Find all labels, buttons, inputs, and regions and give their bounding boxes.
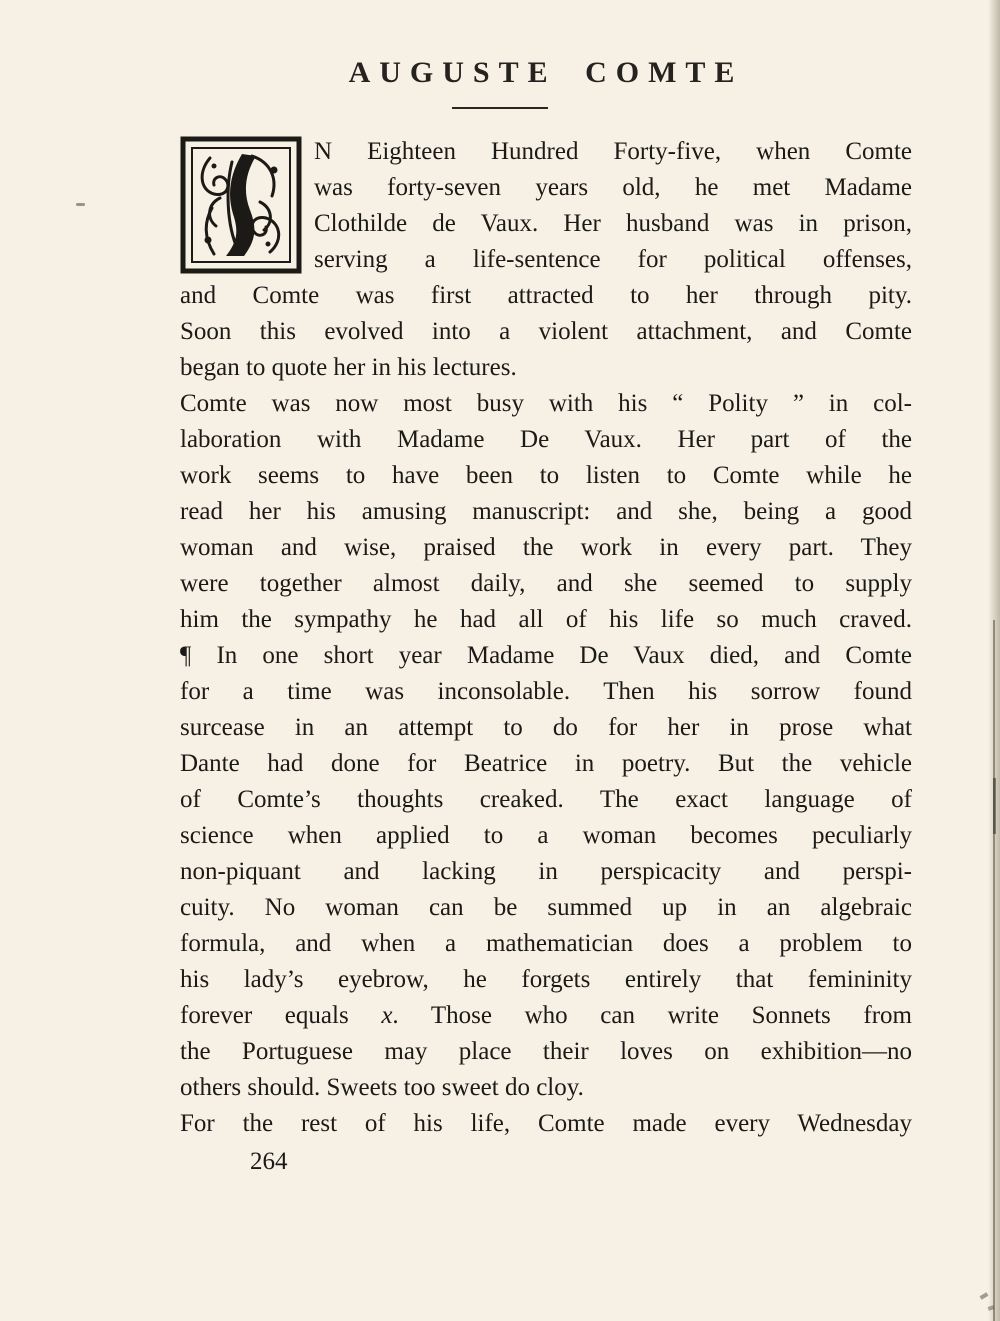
ornamental-initial-icon — [180, 136, 302, 274]
text-line: others should. Sweets too sweet do cloy. — [180, 1074, 584, 1101]
text-line: began to quote her in his lectures. — [180, 354, 517, 381]
text-line: cuity. No woman can be summed up in an algebraic — [180, 894, 912, 921]
scan-edge-mark — [993, 778, 996, 834]
scan-corner-mark — [980, 1292, 989, 1299]
text-line: N Eighteen Hundred Forty-five, when Comte — [314, 138, 912, 165]
text-line: for a time was inconsolable. Then his sorrow found — [180, 678, 912, 705]
text-line: read her his amusing manuscript: and she, being a good — [180, 498, 912, 525]
paragraph-3 — [180, 1106, 912, 1142]
title-divider — [452, 107, 548, 109]
text-segment: forever equals — [180, 1002, 382, 1029]
page-title: AUGUSTE COMTE — [348, 56, 744, 89]
text-line: the Portuguese may place their loves on exhibition—no — [180, 1038, 912, 1065]
text-line-with-italic — [180, 998, 912, 1034]
scan-edge-line — [993, 620, 995, 1321]
italic-variable-x: x — [381, 1002, 393, 1029]
text-block — [180, 134, 912, 1180]
text-line: non-piquant and lacking in perspicacity and perspi- — [180, 858, 912, 885]
scan-left-mark — [76, 203, 85, 206]
text-line: science when applied to a woman becomes peculiarly — [180, 822, 912, 849]
text-segment: . Those who can write Sonnets from — [392, 1002, 912, 1029]
text-line: of Comte’s thoughts creaked. The exact language of — [180, 786, 912, 813]
text-line: work seems to have been to listen to Comte while he — [180, 462, 912, 489]
text-line: was forty-seven years old, he met Madame — [314, 174, 912, 201]
page-number: 264 — [250, 1148, 288, 1175]
text-line: ¶ In one short year Madame De Vaux died, and Comte — [180, 642, 912, 669]
text-line: were together almost daily, and she seemed to supply — [180, 570, 912, 597]
text-line: formula, and when a mathematician does a problem to — [180, 930, 912, 957]
text-line: and Comte was first attracted to her through pity. — [180, 282, 912, 309]
text-line: Soon this evolved into a violent attachment, and Comte — [180, 318, 912, 345]
text-line: laboration with Madame De Vaux. Her part of the — [180, 426, 912, 453]
paragraph-1 — [180, 134, 912, 386]
text-line: Clothilde de Vaux. Her husband was in prison, — [314, 210, 912, 237]
text-line: surcease in an attempt to do for her in prose what — [180, 714, 912, 741]
paragraph-2 — [180, 386, 912, 1106]
text-line: his lady’s eyebrow, he forgets entirely that femininity — [180, 966, 912, 993]
text-line: Dante had done for Beatrice in poetry. But the vehicle — [180, 750, 912, 777]
text-line: Comte was now most busy with his “ Polity ” in col- — [180, 390, 912, 417]
text-line: him the sympathy he had all of his life so much craved. — [180, 606, 912, 633]
text-line: woman and wise, praised the work in every part. They — [180, 534, 912, 561]
text-line: serving a life-sentence for political offenses, — [314, 246, 912, 273]
text-line: For the rest of his life, Comte made every Wednesday — [180, 1110, 912, 1137]
